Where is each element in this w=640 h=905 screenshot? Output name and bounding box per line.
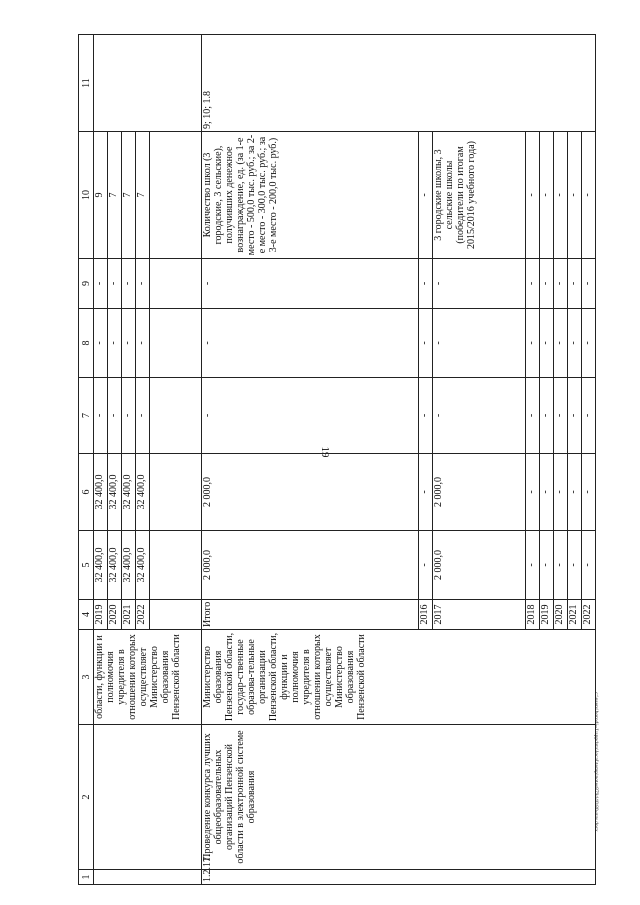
value-cell: - (554, 454, 568, 531)
value-cell: - (108, 309, 122, 378)
value-cell: - (94, 309, 108, 378)
year-cell: 2019 (94, 600, 108, 630)
value-cell: - (136, 259, 150, 309)
header-row (79, 35, 94, 885)
year-cell: 2022 (581, 600, 595, 630)
value-cell: - (136, 309, 150, 378)
value-cell: - (526, 531, 540, 600)
total-value: - (202, 378, 419, 454)
value-cell: - (418, 309, 432, 378)
value-cell: - (526, 309, 540, 378)
value-cell: - (581, 531, 595, 600)
header-cell: 4 (79, 600, 94, 630)
value-cell: - (540, 309, 554, 378)
value-cell: - (418, 454, 432, 531)
year-cell: 2018 (526, 600, 540, 630)
total-indicator: Количество школ (3 городские, 3 сельские), получивших денежное вознаграждение, ед. (за 1-е место - 500,0 тыс. руб.; за 2-е место - 300,0 тыс. руб.; за 3-е место - 200,0 тыс. руб.) (202, 132, 419, 259)
value-cell: - (418, 259, 432, 309)
total-value: 2 000,0 (202, 531, 419, 600)
value-cell: - (526, 454, 540, 531)
value-cell: - (526, 259, 540, 309)
value-cell: - (540, 378, 554, 454)
value-cell: - (581, 259, 595, 309)
value-cell: 7 (108, 132, 122, 259)
cont-executor-cell: области, функции и полномочия учредителя в отношении которых осуществляет Министерство образования Пензенской области (94, 630, 202, 725)
value-cell: - (136, 378, 150, 454)
total-value: - (202, 259, 419, 309)
table-row (202, 35, 419, 885)
value-cell: - (567, 378, 581, 454)
value-cell: - (432, 378, 525, 454)
value-cell: - (554, 309, 568, 378)
header-cell: 8 (79, 309, 94, 378)
footer-file-path: c:\users\borodi~1\appdata\local\temp\notes879440\80-ши.docx (593, 692, 599, 832)
value-cell: - (122, 309, 136, 378)
empty-cell (150, 259, 202, 309)
value-cell: - (418, 132, 432, 259)
value-cell: 32 400,0 (108, 454, 122, 531)
empty-cell (150, 600, 202, 630)
value-cell: - (567, 132, 581, 259)
year-cell: 2020 (108, 600, 122, 630)
header-cell: 11 (79, 35, 94, 132)
empty-cell (150, 132, 202, 259)
value-cell: - (432, 309, 525, 378)
cont-note-cell (94, 35, 202, 132)
page-number: 19 (319, 446, 331, 458)
item-number: 1.2.17. (202, 870, 596, 885)
value-cell: - (418, 378, 432, 454)
value-cell: 9 (94, 132, 108, 259)
value-cell: - (581, 378, 595, 454)
year-cell: 2021 (567, 600, 581, 630)
header-cell: 1 (79, 870, 94, 885)
value-cell: - (540, 132, 554, 259)
table-row (94, 35, 108, 885)
item-reference: 9; 10; 1.8 (202, 35, 596, 132)
program-table (78, 34, 596, 885)
total-label: Итого (202, 600, 419, 630)
value-cell: - (540, 454, 554, 531)
item-executor: Министерство образования Пензенской области, государ-ственные образова-тельные организации Пензенской области, функции и полномочия учредителя в отношении которых осуществляет Министерство образования Пензенской области (202, 630, 596, 725)
year-cell: 2021 (122, 600, 136, 630)
value-cell: 3 городские школы, 3 сельские школы (победители по итогам 2015/2016 учебного года) (432, 132, 525, 259)
value-cell: - (567, 531, 581, 600)
empty-cell (150, 309, 202, 378)
value-cell: 2 000,0 (432, 531, 525, 600)
header-cell: 5 (79, 531, 94, 600)
year-cell: 2019 (540, 600, 554, 630)
value-cell: - (540, 259, 554, 309)
value-cell: 32 400,0 (108, 531, 122, 600)
empty-cell (150, 454, 202, 531)
header-cell: 9 (79, 259, 94, 309)
value-cell: 7 (136, 132, 150, 259)
value-cell: 32 400,0 (94, 531, 108, 600)
empty-cell (150, 531, 202, 600)
value-cell: - (122, 259, 136, 309)
value-cell: - (122, 378, 136, 454)
cont-num-cell (94, 870, 202, 885)
value-cell: - (94, 259, 108, 309)
value-cell: 2 000,0 (432, 454, 525, 531)
value-cell: - (567, 259, 581, 309)
item-name: Проведение конкурса лучших общеобразовательных организаций Пензенской области в электронной системе образования (202, 725, 596, 870)
year-cell: 2016 (418, 600, 432, 630)
value-cell: - (432, 259, 525, 309)
header-cell: 7 (79, 378, 94, 454)
value-cell: 32 400,0 (94, 454, 108, 531)
value-cell: - (581, 132, 595, 259)
total-value: 2 000,0 (202, 454, 419, 531)
empty-cell (150, 378, 202, 454)
header-cell: 2 (79, 725, 94, 870)
value-cell: - (526, 378, 540, 454)
value-cell: - (581, 454, 595, 531)
program-table-sheet (78, 35, 596, 885)
value-cell: - (94, 378, 108, 454)
value-cell: - (540, 531, 554, 600)
value-cell: - (567, 309, 581, 378)
value-cell: - (418, 531, 432, 600)
value-cell: - (567, 454, 581, 531)
value-cell: 32 400,0 (122, 454, 136, 531)
header-cell: 3 (79, 630, 94, 725)
value-cell: - (108, 259, 122, 309)
value-cell: - (108, 378, 122, 454)
value-cell: - (581, 309, 595, 378)
header-cell: 10 (79, 132, 94, 259)
value-cell: - (554, 531, 568, 600)
year-cell: 2017 (432, 600, 525, 630)
value-cell: - (526, 132, 540, 259)
value-cell: - (554, 132, 568, 259)
value-cell: 7 (122, 132, 136, 259)
value-cell: 32 400,0 (136, 531, 150, 600)
value-cell: - (554, 378, 568, 454)
value-cell: 32 400,0 (136, 454, 150, 531)
value-cell: - (554, 259, 568, 309)
value-cell: 32 400,0 (122, 531, 136, 600)
cont-name-cell (94, 725, 202, 870)
year-cell: 2020 (554, 600, 568, 630)
year-cell: 2022 (136, 600, 150, 630)
header-cell: 6 (79, 454, 94, 531)
total-value: - (202, 309, 419, 378)
